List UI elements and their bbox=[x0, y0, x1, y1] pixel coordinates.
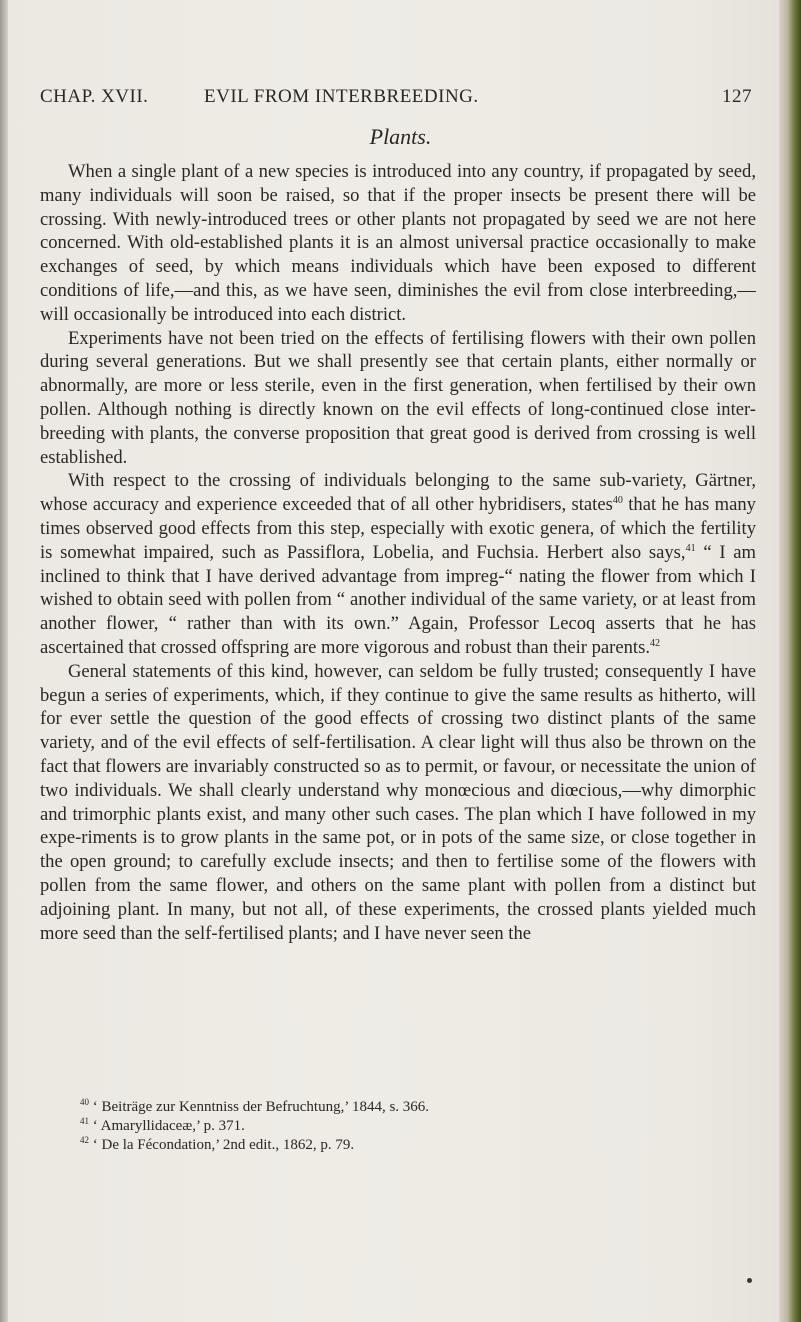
page-number: 127 bbox=[722, 86, 752, 107]
book-binding-edge bbox=[779, 0, 801, 1322]
paragraph: General statements of this kind, however, can seldom be fully trusted; consequently I have begun a series of experiments, which, if they continue to give the same results as hitherto, will for ever settle the question of the good effects of crossing two distinct plants of the same variety, and of the evil effects of self-fertilisation. A clear light will thus also be thrown on the fact that flowers are invariably constructed so as to permit, or favour, or necessitate the union of two individuals. We shall clearly understand why monœcious and diœcious,—why dimorphic and trimorphic plants exist, and many other such cases. The plan which I have followed in my expe-riments is to grow plants in the same pot, or in pots of the same size, or close together in the open ground; to carefully exclude insects; and then to fertilise some of the flowers with pollen from the same flower, and others on the same plant with pollen from a distinct but adjoining plant. In many, but not all, of these experiments, the crossed plants yielded much more seed than the self-fertilised plants; and I have never seen the bbox=[40, 660, 756, 944]
body-text bbox=[40, 160, 756, 945]
footnote-ref: 41 bbox=[685, 542, 696, 554]
section-title: Plants. bbox=[369, 124, 432, 149]
paragraph: When a single plant of a new species is introduced into any country, if propagated by seed, many individuals will soon be raised, so that if the proper insects be present there will be crossing. With newly-introduced trees or other plants not propagated by seed we are not here concerned. With old-established plants it is an almost universal practice occasionally to make exchanges of seed, by which means individuals which have been exposed to different conditions of life,—and this, as we have seen, diminishes the evil from close interbreeding,—will occasionally be introduced into each district. bbox=[40, 161, 756, 325]
paragraph: With respect to the crossing of individuals belonging to the same sub-variety, Gärtner, whose accuracy and experience exceeded that of all other hybridisers, states$^{40}$ that he has many times observed good effects from this step, especially with exotic genera, of which the fertility is somewhat impaired, such as Passiflora, Lobelia, and Fuchsia. Herbert also says,$^{41}$ “ I am inclined to think that I have derived advantage from impreg-“ nating the flower from which I wished to obtain seed with pollen from “ another individual of the same variety, or at least from another flower, “ rather than with its own.” Again, Professor Lecoq asserts that he has ascertained that crossed offspring are more vigorous and robust than their parents.$^{42}$ bbox=[40, 470, 756, 658]
running-header bbox=[40, 86, 752, 114]
ink-speck bbox=[747, 1278, 752, 1283]
footnote: $^{42}$ ‘ De la Fécondation,’ 2nd edit., 1862, p. 79. bbox=[80, 1135, 355, 1153]
page-edge-shadow bbox=[0, 0, 8, 1322]
chapter-label: CHAP. XVII. bbox=[40, 86, 149, 107]
footnote: $^{41}$ ‘ Amaryllidaceæ,’ p. 371. bbox=[80, 1116, 245, 1134]
footnote-ref: 40 bbox=[612, 494, 623, 506]
paragraph: Experiments have not been tried on the effects of fertilising flowers with their own pollen during several generations. But we shall presently see that certain plants, either normally or abnormally, are more or less sterile, even in the first generation, when fertilised by their own pollen. Although nothing is directly known on the evil effects of long-continued close inter-breeding with plants, the converse proposition that great good is derived from crossing is well established. bbox=[40, 327, 756, 468]
footnote-ref: 42 bbox=[649, 637, 660, 649]
footnote: $^{40}$ ‘ Beiträge zur Kenntniss der Befruchtung,’ 1844, s. 366. bbox=[80, 1097, 430, 1115]
footnotes bbox=[40, 1098, 756, 1155]
running-title: EVIL FROM INTERBREEDING. bbox=[204, 86, 479, 107]
